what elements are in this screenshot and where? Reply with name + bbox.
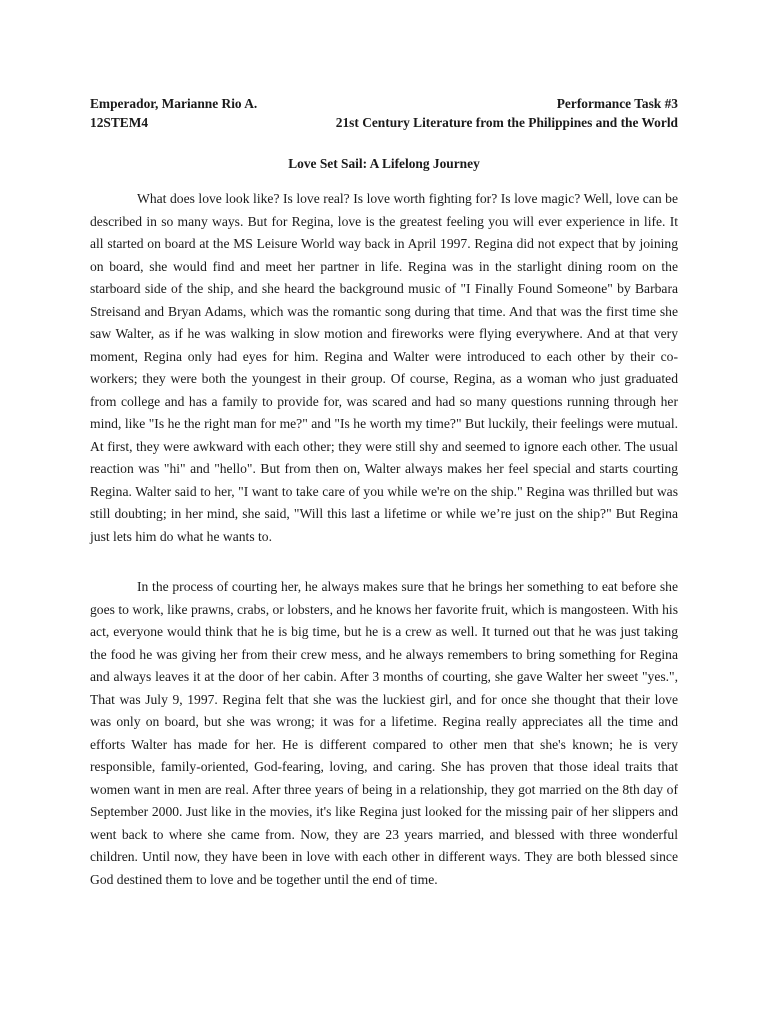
- paragraph-2: In the process of courting her, he always makes sure that he brings her something to eat before she goes to work, like prawns, crabs, or lobsters, and he knows her favorite fruit, which is mangosteen. With his act, everyone would think that he is big time, but he is a crew as well. It turned out that he was just taking the food he was giving her from their crew mess, and he always remembers to bring something for Regina and always leaves it at the door of her cabin. After 3 months of courting, she gave Walter her sweet "yes.", That was July 9, 1997. Regina felt that she was the luckiest girl, and for once she thought that their love was only on board, but she was wrong; it was for a lifetime. Regina really appreciates all the time and efforts Walter has made for her. He is different compared to other men that she's known; he is very responsible, family-oriented, God-fearing, loving, and caring. She has proven that those ideal traits that women want in men are real. After three years of being in a relationship, they got married on the 8th day of September 2000. Just like in the movies, it's like Regina just looked for the missing pair of her slippers and went back to where she came from. Now, they are 23 years married, and blessed with three wonderful children. Until now, they have been in love with each other in different ways. They are both blessed since God destined them to love and be together until the end of time.: [90, 579, 678, 887]
- header-row-2: [90, 113, 678, 132]
- header-row-1: [90, 94, 678, 113]
- author-name: Emperador, Marianne Rio A.: [90, 96, 258, 111]
- essay-title: Love Set Sail: A Lifelong Journey: [288, 156, 480, 171]
- section-label: 12STEM4: [90, 115, 149, 130]
- paragraph-1: What does love look like? Is love real? Is love worth fighting for? Is love magic? Well, love can be described in so many ways. But for Regina, love is the greatest feeling you will ever experience in life. It all started on board at the MS Leisure World way back in April 1997. Regina did not expect that by joining on board, she would find and meet her partner in life. Regina was in the starlight dining room on the starboard side of the ship, and she heard the background music of "I Finally Found Someone" by Barbara Streisand and Bryan Adams, which was the romantic song during that time. And that was the first time she saw Walter, as if he was walking in slow motion and fireworks were flying everywhere. And at that very moment, Regina only had eyes for him. Regina and Walter were introduced to each other by their co-workers; they were both the youngest in their group. Of course, Regina, as a woman who just graduated from college and has a family to provide for, was scared and had so many questions running through her mind, like "Is he the right man for me?" and "Is he worth my time?" But luckily, their feelings were mutual. At first, they were awkward with each other; they were still shy and seemed to ignore each other. The usual reaction was "hi" and "hello". But from then on, Walter always makes her feel special and starts courting Regina. Walter said to her, "I want to take care of you while we're on the ship." Regina was thrilled but was still doubting; in her mind, she said, "Will this last a lifetime or while we’re just on the ship?" But Regina just lets him do what he wants to.: [90, 191, 678, 544]
- course-label: 21st Century Literature from the Philippines and the World: [335, 115, 678, 130]
- task-label: Performance Task #3: [556, 96, 678, 111]
